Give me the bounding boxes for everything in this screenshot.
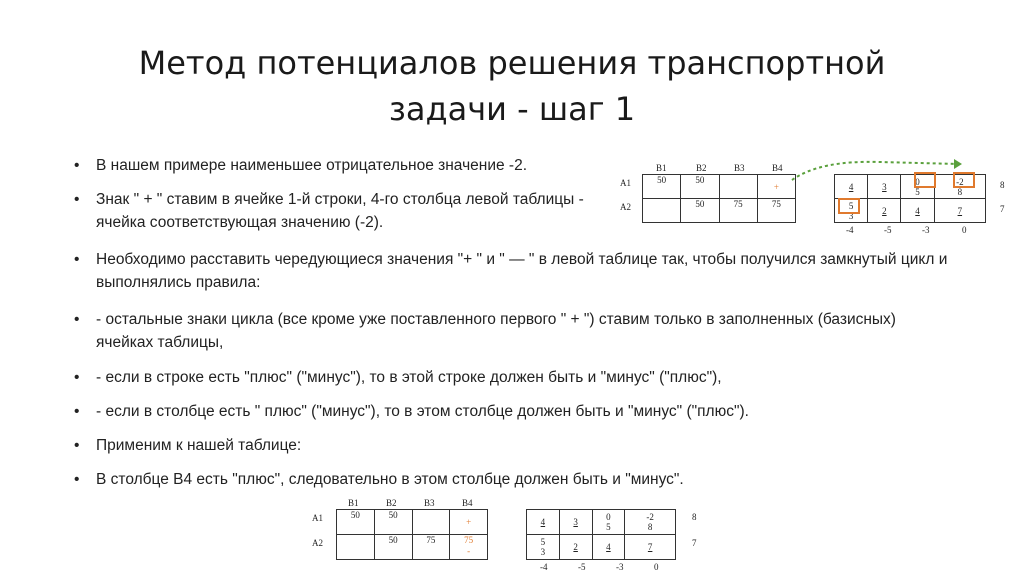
col-potential: -4 <box>540 562 548 572</box>
table-cell: 50 <box>374 510 412 535</box>
table-cell: 50 <box>374 535 412 560</box>
row-header: A2 <box>620 202 631 212</box>
row-potential: 7 <box>692 538 697 548</box>
table-cell <box>337 535 375 560</box>
table-cell: 50 <box>643 175 681 199</box>
row-header: A2 <box>312 538 323 548</box>
col-potential: -5 <box>578 562 586 572</box>
table-cell: + <box>450 510 488 535</box>
bullet-item: • - если в строке есть "плюс" ("минус"), то в этой строке должен быть и "минус" ("плюс"), <box>72 366 952 389</box>
table-cell: 75 <box>412 535 450 560</box>
row-potential: 7 <box>1000 204 1005 214</box>
cell-value: 4 <box>848 181 854 192</box>
col-header: B1 <box>656 163 667 173</box>
bullet-item: • Знак " + " ставим в ячейке 1-й строки, 4-го столбца левой таблицы - ячейка соответствующая значению (-2). <box>72 188 616 234</box>
col-potential: 0 <box>962 225 967 235</box>
row-potential: 8 <box>692 512 697 522</box>
col-header: B4 <box>462 498 473 508</box>
bullet-item: • Необходимо расставить чередующиеся значения "+ " и " — " в левой таблице так, чтобы получился замкнутый цикл и выполнялись правила: <box>72 248 952 294</box>
table-cell: 5 3 <box>835 199 868 223</box>
table-cell: -2 8 <box>625 510 676 535</box>
table-cell <box>559 535 592 560</box>
col-potential: -5 <box>884 225 892 235</box>
col-potential: -3 <box>616 562 624 572</box>
table-cell: -2 8 <box>934 175 985 199</box>
cell-value: 3 <box>882 181 887 192</box>
col-header: B3 <box>424 498 435 508</box>
table-cell: + <box>757 175 795 199</box>
slide-title <box>0 40 1024 132</box>
col-header: B4 <box>772 163 783 173</box>
col-potential: -3 <box>922 225 930 235</box>
table-cell <box>934 199 985 223</box>
table-cell <box>412 510 450 535</box>
table-cell: 50 <box>681 199 719 223</box>
table-cell: 0 5 <box>592 510 625 535</box>
table-cell: 50 <box>681 175 719 199</box>
table-cell <box>559 510 592 535</box>
bottom-left-table <box>336 509 488 560</box>
table-cell <box>592 535 625 560</box>
table-cell: 75 - <box>450 535 488 560</box>
row-header: A1 <box>312 513 323 523</box>
col-potential: 0 <box>654 562 659 572</box>
table-cell <box>868 199 901 223</box>
table-cell: 5 3 <box>527 535 560 560</box>
cell-value: 7 <box>957 205 963 216</box>
highlight-box <box>838 198 860 214</box>
table-cell: 75 <box>719 199 757 223</box>
col-header: B2 <box>386 498 397 508</box>
top-left-table <box>642 174 796 223</box>
bullet-item: • - остальные знаки цикла (все кроме уже поставленного первого " + ") ставим только в заполненных (базисных) ячейках таблицы, <box>72 308 952 354</box>
bullet-item: • - если в столбце есть " плюс" ("минус"), то в этом столбце должен быть и "минус" ("плюс"). <box>72 400 952 423</box>
bottom-right-table <box>526 509 676 560</box>
highlight-box <box>953 172 975 188</box>
table-cell <box>868 175 901 199</box>
cell-value: 3 <box>573 517 578 527</box>
title-line-1: Метод потенциалов решения транспортной <box>138 44 886 82</box>
table-cell <box>643 199 681 223</box>
table-cell <box>719 175 757 199</box>
table-cell <box>835 175 868 199</box>
row-header: A1 <box>620 178 631 188</box>
bullet-item: • В нашем примере наименьшее отрицательное значение -2. <box>72 154 616 177</box>
table-cell <box>901 199 934 223</box>
cell-value: 4 <box>606 542 611 552</box>
col-header: B1 <box>348 498 359 508</box>
bullet-item: • В столбце B4 есть "плюс", следовательно в этом столбце должен быть и "минус". <box>72 468 952 491</box>
table-cell <box>527 510 560 535</box>
bullet-item: • Применим к нашей таблице: <box>72 434 952 457</box>
highlight-box <box>914 172 936 188</box>
table-cell: 50 <box>337 510 375 535</box>
cell-value: 4 <box>915 205 920 216</box>
col-header: B2 <box>696 163 707 173</box>
col-potential: -4 <box>846 225 854 235</box>
cell-value: 4 <box>540 517 546 527</box>
title-line-2: задачи - шаг 1 <box>388 90 636 128</box>
row-potential: 8 <box>1000 180 1005 190</box>
cell-value: 7 <box>647 542 653 552</box>
cell-value: 2 <box>882 205 887 216</box>
table-cell: 0 5 <box>901 175 934 199</box>
table-cell: 75 <box>757 199 795 223</box>
cell-value: 2 <box>573 542 578 552</box>
table-cell <box>625 535 676 560</box>
col-header: B3 <box>734 163 745 173</box>
